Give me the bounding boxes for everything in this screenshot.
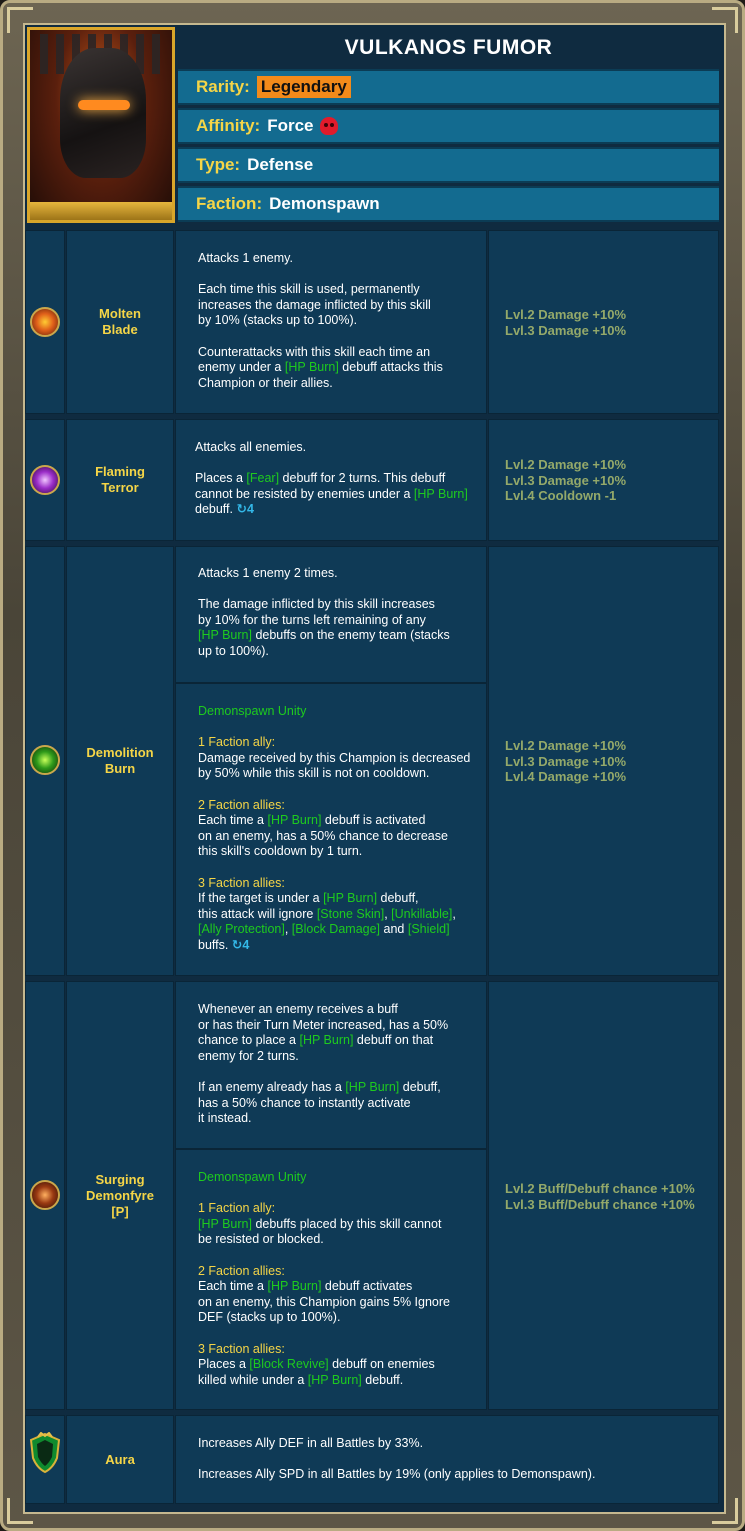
skill-description: Whenever an enemy receives a buff or has their Turn Meter increased, has a 50% chance to place a [HP Burn] debuff on that enemy for 2 turns. If an enemy already has a [HP Burn] debuff, has a 50% chance to instantly activate it instead.: [198, 1002, 449, 1126]
unity-description: Demonspawn Unity 1 Faction ally: Damage received by this Champion is decreased by 50% while this skill is not on cooldown. 2 Faction allies: Each time a [HP Burn] debuff is activated on an enemy, has a 50% chance to decrease this skill's cooldown by 1 turn. 3 Faction allies: If the target is under a [HP Burn] debuff, this attack will ignore [Stone Skin], [Unkillable], [Ally Protection], [Block Damage] and [Shield] buffs. ↻4: [198, 704, 483, 954]
faction-ally-label: 2 Faction allies:: [198, 1263, 285, 1278]
faction-value: Demonspawn: [269, 194, 380, 213]
unkillable-tag: [Unkillable]: [391, 906, 453, 921]
glowing-eyes: [78, 100, 130, 110]
champion-portrait: [27, 27, 175, 223]
faction-ally-label: 3 Faction allies:: [198, 1341, 285, 1356]
shield-tag: [Shield]: [407, 922, 450, 937]
aura-name: Aura: [105, 1451, 135, 1467]
description-divider: [175, 1148, 487, 1150]
portrait-plate: [30, 202, 172, 220]
type-value: Defense: [247, 155, 314, 174]
unity-title: Demonspawn Unity: [198, 1170, 307, 1184]
faction-ally-label: 3 Faction allies:: [198, 875, 285, 890]
rarity-value: Legendary: [257, 76, 351, 98]
helm-shape: [60, 48, 146, 178]
ally-protection-tag: [Ally Protection]: [198, 922, 285, 937]
hp-burn-tag: [HP Burn]: [299, 1033, 354, 1048]
description-divider: [175, 682, 487, 684]
skill-description: Attacks 1 enemy. Each time this skill is used, permanently increases the damage inflicted by this skill by 10% (stacks up to 100%). Counterattacks with this skill each time an enemy under a [HP Burn] debuff attacks this Champion or their allies.: [198, 251, 443, 390]
hp-burn-tag: [HP Burn]: [323, 891, 378, 906]
aura-shield-icon: [29, 1432, 61, 1474]
skill-name: Surging Demonfyre [P]: [86, 1171, 154, 1219]
faction-label: Faction:: [196, 194, 263, 213]
cooldown-icon: ↻: [231, 937, 243, 952]
cooldown-icon: ↻: [236, 502, 247, 517]
unity-description: Demonspawn Unity 1 Faction ally: [HP Burn] debuffs placed by this skill cannot be resisted or blocked. 2 Faction allies: Each time a [HP Burn] debuff activates on an enemy, this Champion gains 5% Ignore DEF (stacks up to 100%). 3 Faction allies: Places a [Block Revive] debuff on enemies killed while under a [HP Burn] debuff.: [198, 1170, 483, 1388]
hp-burn-tag: [HP Burn]: [267, 1279, 322, 1294]
surging-demonfyre-icon: [30, 1180, 60, 1210]
skill-name: Molten Blade: [99, 306, 141, 337]
faction-ally-label: 1 Faction ally:: [198, 735, 276, 750]
affinity-value: Force: [267, 116, 314, 135]
skill-upgrades: Lvl.2 Damage +10% Lvl.3 Damage +10% Lvl.4 Damage +10%: [505, 738, 627, 785]
rarity-label: Rarity:: [196, 77, 250, 96]
cooldown-value: 4: [242, 937, 250, 952]
skill-name: Demolition Burn: [86, 745, 154, 776]
molten-blade-icon: [30, 307, 60, 337]
unity-title: Demonspawn Unity: [198, 704, 307, 718]
fear-tag: [Fear]: [246, 471, 280, 486]
stone-skin-tag: [Stone Skin]: [316, 906, 385, 921]
flaming-terror-icon: [30, 465, 60, 495]
skill-description: Attacks 1 enemy 2 times. The damage inflicted by this skill increases by 10% for the turns left remaining of any [HP Burn] debuffs on the enemy team (stacks up to 100%).: [198, 566, 450, 658]
faction-ally-label: 1 Faction ally:: [198, 1201, 276, 1216]
hp-burn-tag: [HP Burn]: [307, 1372, 362, 1387]
rarity-row: [178, 69, 719, 105]
faction-ally-label: 2 Faction allies:: [198, 797, 285, 812]
skill-upgrades: Lvl.2 Buff/Debuff chance +10% Lvl.3 Buff/Debuff chance +10%: [505, 1181, 695, 1212]
cooldown-value: 4: [246, 502, 254, 517]
hp-burn-tag: [HP Burn]: [413, 486, 468, 501]
skill-upgrades: Lvl.2 Damage +10% Lvl.3 Damage +10% Lvl.4 Cooldown -1: [505, 457, 627, 504]
champion-name: VULKANOS FUMOR: [178, 27, 719, 69]
faction-row: [178, 186, 719, 222]
red-skull-icon: [320, 117, 338, 135]
skill-description: Attacks all enemies. Places a [Fear] debuff for 2 turns. This debuff cannot be resisted by enemies under a [HP Burn] debuff. ↻4: [195, 440, 468, 517]
affinity-label: Affinity:: [196, 116, 261, 135]
affinity-row: [178, 108, 719, 144]
skill-upgrades: Lvl.2 Damage +10% Lvl.3 Damage +10%: [505, 307, 627, 338]
hp-burn-tag: [HP Burn]: [267, 813, 322, 828]
demolition-burn-icon: [30, 745, 60, 775]
hp-burn-tag: [HP Burn]: [198, 1216, 252, 1231]
hp-burn-tag: [HP Burn]: [345, 1079, 400, 1094]
aura-description: Increases Ally DEF in all Battles by 33%. Increases Ally SPD in all Battles by 19% (only applies to Demonspawn).: [198, 1436, 596, 1482]
hp-burn-tag: [HP Burn]: [284, 360, 339, 375]
block-revive-tag: [Block Revive]: [249, 1357, 329, 1372]
skill-name: Flaming Terror: [95, 464, 145, 495]
hp-burn-tag: [HP Burn]: [198, 628, 252, 643]
type-row: [178, 147, 719, 183]
block-damage-tag: [Block Damage]: [291, 922, 381, 937]
type-label: Type:: [196, 155, 241, 174]
